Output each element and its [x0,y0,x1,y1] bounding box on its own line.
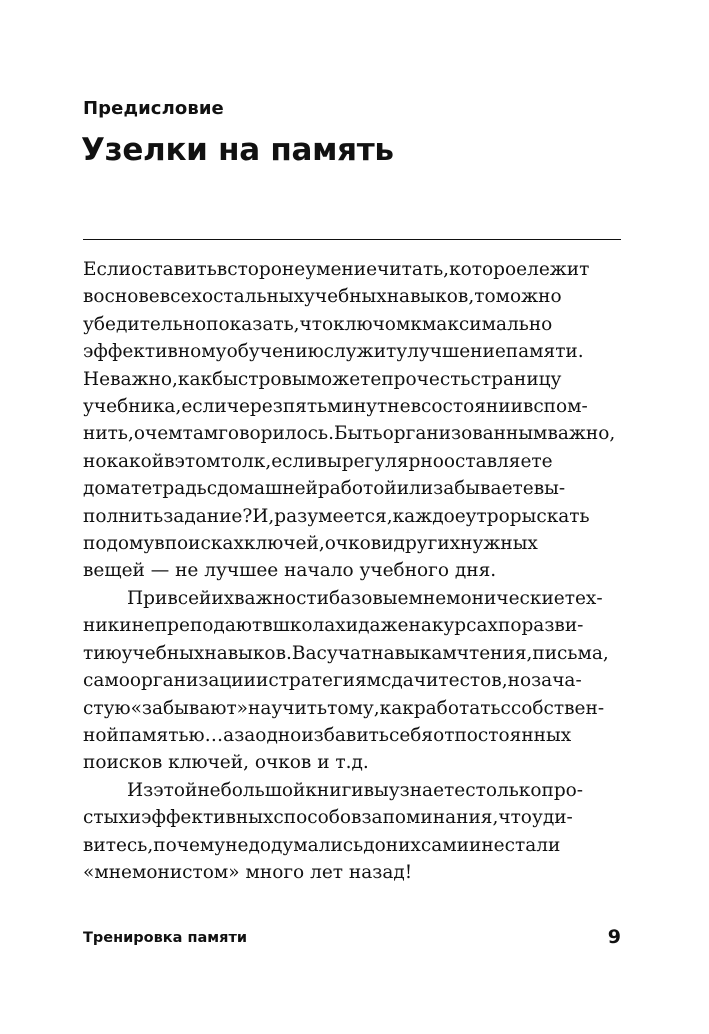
text-line [83,832,621,859]
word: забываете [433,478,534,500]
word: улучшение [396,341,506,363]
word: про- [541,779,584,801]
word: регулярно [341,450,444,472]
word: других [393,533,461,555]
word: то [474,286,496,308]
word: остальных [201,286,305,308]
word: учебных [121,642,205,664]
word: ной [83,724,119,746]
word: себя [388,724,434,746]
word: служит [323,341,397,363]
text-line [83,722,621,749]
word: убедительно [83,313,207,335]
text-line [83,585,621,612]
word: читать, [377,259,450,280]
word: но [507,670,532,692]
text-line [83,338,621,365]
word: всех [159,286,202,308]
word: если [181,396,227,418]
word: ключом [333,313,411,335]
text-line [83,283,621,310]
word: каждое [392,505,466,527]
word: в [164,450,175,472]
word: по [497,615,522,637]
word: а [223,724,235,746]
word: до [363,834,386,856]
word: можно [495,286,562,308]
text-line [83,640,621,667]
word: пять [282,396,328,418]
word: курсах [431,615,498,637]
word: Если [83,259,131,280]
text-line [83,256,621,283]
text-line [83,311,621,338]
text-line: вещей — не лучшее начало учебного дня. [83,560,497,582]
word: которое [449,259,528,280]
word: базовые [329,587,409,609]
word: запоминания, [361,807,499,829]
word: их [211,587,235,609]
text-line [83,612,621,639]
word: памяти. [505,341,584,363]
word: максимально [421,313,553,335]
divider-rule [83,239,621,240]
word: поисках [164,533,244,555]
word: домашней [217,478,318,500]
word: разви- [521,615,584,637]
word: и [468,834,482,856]
word: и [128,807,142,829]
word: собствен- [510,697,605,719]
page-number: 9 [607,926,621,948]
word: При [127,587,168,609]
word: что [299,313,334,335]
word: зача- [531,670,582,692]
section-label: Предисловие [83,98,224,119]
text-line [83,448,621,475]
word: тестов, [438,670,508,692]
text-line [83,695,621,722]
word: стратегиям [268,670,382,692]
word: или [396,478,434,500]
text-line [83,503,621,530]
word: о [133,423,145,445]
word: показать, [206,313,300,335]
word: очков [324,533,382,555]
word: этой [153,779,198,801]
word: стали [504,834,561,856]
text-line [83,475,621,502]
word: в [262,615,273,637]
word: сами [420,834,469,856]
word: стую [83,697,131,719]
word: научить [248,697,328,719]
word: на [408,615,432,637]
text-line [83,804,621,831]
word: и [345,615,359,637]
text-line [83,366,621,393]
word: тию [83,642,122,664]
word: важно, [547,423,616,445]
word: не [481,834,505,856]
word: через [226,396,283,418]
word: лежит [527,259,590,280]
word: вы [281,368,307,390]
word: стых [83,807,129,829]
word: в [216,259,228,280]
word: вы- [533,478,566,500]
word: Вас [291,642,327,664]
word: говорилось. [218,423,334,445]
word: сдачи [381,670,439,692]
word: учебника, [83,396,182,418]
word: тому, [327,697,380,719]
word: учат [326,642,372,664]
word: разумеется, [274,505,393,527]
word: по [83,533,107,555]
word: навыкам [371,642,457,664]
text-line: «мнемонистом» много лет назад! [83,861,413,883]
word: ники [83,615,132,637]
word: в [154,533,165,555]
word: навыков, [386,286,475,308]
word: не [225,834,249,856]
text-line [83,530,621,557]
word: Из [127,779,154,801]
word: обучению [226,341,324,363]
text-line [83,667,621,694]
word: как [379,697,414,719]
word: не [131,615,155,637]
word: и [255,670,269,692]
word: столько [465,779,542,801]
word: рыскать [509,505,590,527]
word: Не [83,368,111,390]
word: дома [83,478,131,500]
word: оставить [130,259,217,280]
word: почему [153,834,226,856]
word: в [83,286,94,308]
word: небольшой [197,779,306,801]
word: с [206,478,218,500]
word: там [182,423,219,445]
word: вы [363,779,389,801]
word: И, [252,505,275,527]
word: важно, [110,368,178,390]
word: школах [272,615,346,637]
word: состоянии [421,396,523,418]
word: работой [317,478,397,500]
word: постоянных [454,724,572,746]
word: организованным [382,423,548,445]
word: эффективных [141,807,274,829]
word: всей [167,587,212,609]
word: если [271,450,317,472]
word: заодно [234,724,302,746]
word: можете [306,368,382,390]
word: не [387,396,411,418]
chapter-title: Узелки на память [81,132,394,168]
word: основе [93,286,160,308]
word: Быть [334,423,383,445]
word: работать [413,697,501,719]
word: тетрадь [130,478,207,500]
text-line [83,393,621,420]
word: минут [327,396,388,418]
word: быстро [212,368,282,390]
word: даже [358,615,409,637]
word: как [177,368,213,390]
text-line [83,777,621,804]
word: книги [305,779,364,801]
word: способов [273,807,362,829]
word: преподают [154,615,263,637]
word: от [433,724,455,746]
word: избавить [301,724,389,746]
word: памятью… [118,724,224,746]
word: умение [305,259,378,280]
word: уди- [531,807,573,829]
paragraph-3 [83,777,621,887]
word: к [410,313,422,335]
word: вы [316,450,342,472]
running-footer-title: Тренировка памяти [83,930,248,946]
word: учебных [304,286,387,308]
word: полнить [83,505,164,527]
paragraph-1 [83,256,621,585]
text-line: поисков ключей, очков и т.д. [83,752,369,774]
word: оставляете [443,450,553,472]
word: нить, [83,423,134,445]
word: «забывают» [130,697,248,719]
word: страницу [470,368,562,390]
word: задание? [163,505,253,527]
word: какой [106,450,165,472]
word: в [410,396,421,418]
word: эффективному [83,341,227,363]
word: утро [465,505,510,527]
word: дому [106,533,155,555]
word: толк, [220,450,272,472]
word: додумались [248,834,364,856]
body-text [83,256,621,886]
word: узнаете [388,779,466,801]
word: нужных [460,533,538,555]
word: навыков. [204,642,292,664]
word: и [381,533,394,555]
word: этом [174,450,221,472]
word: чтения, [456,642,533,664]
word: что [498,807,532,829]
word: мнемонические [408,587,565,609]
word: но [83,450,107,472]
word: важности [234,587,329,609]
word: чем [145,423,183,445]
word: прочесть [381,368,471,390]
paragraph-2 [83,585,621,777]
word: стороне [227,259,306,280]
word: самоорганизации [83,670,256,692]
word: тех- [564,587,603,609]
word: ключей, [243,533,325,555]
text-line [83,420,621,447]
word: вспом- [522,396,588,418]
word: письма, [532,642,609,664]
word: витесь, [83,834,154,856]
word: них [385,834,421,856]
word: с [500,697,511,719]
